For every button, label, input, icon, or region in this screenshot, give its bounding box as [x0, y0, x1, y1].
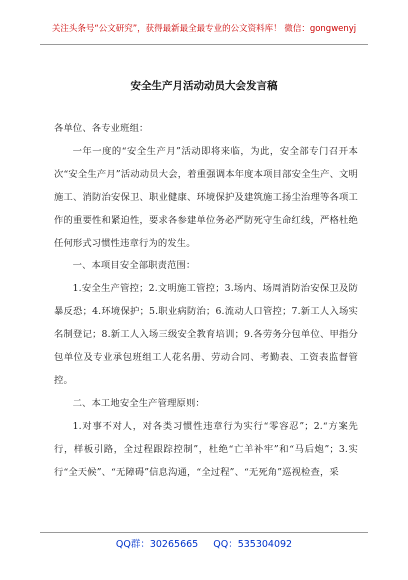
- document-body: [54, 118, 358, 485]
- footer-divider: [40, 532, 368, 533]
- header-divider: [40, 44, 368, 45]
- principles-paragraph: 1.对事不对人，对各类习惯性违章行为实行“零容忍”；2.“方案先行，样板引路，全过程跟踪控制”，杜绝“亡羊补牢”和“马后炮”；3.实行“全天候”、“无障碍”信息沟通，“全过程”、“无死角”巡视检查，采: [54, 420, 358, 478]
- intro-paragraph: 一年一度的“安全生产月”活动即将来临，为此，安全部专门召开本次“安全生产月”活动动员大会，着重强调本年度本项目部安全生产、文明施工、消防治安保卫、职业健康、环境保护及建筑施工扬尘治理等各项工作的重要性和紧迫性，要求各参建单位务必严防死守生命红线，严格杜绝任何形式习惯性违章行为的发生。: [54, 145, 358, 249]
- promo-banner: 关注头条号“公文研究”，获得最新最全最专业的公文资料库！ 微信：gongwenyj: [51, 24, 357, 34]
- section-heading-1: 一、本项目安全部职责范围：: [72, 260, 196, 272]
- contact-footer: [0, 536, 408, 550]
- section-heading-2: 二、本工地安全生产管理原则：: [72, 397, 205, 409]
- qq-number-label: QQ：535304092: [213, 539, 293, 550]
- qq-group-label: QQ群：30265665: [115, 539, 199, 550]
- salutation: 各单位、各专业班组：: [54, 123, 149, 134]
- responsibilities-paragraph: 1.安全生产管控；2.文明施工管控；3.场内、场周消防治安保卫及防暴反恐；4.环境保护；5.职业病防治；6.流动人口管控；7.新工人入场实名制登记；8.新工人入场三级安全教育培训；9.各劳务分包单位、甲指分包单位及专业承包班组工人花名册、劳动合同、考勤表、工资表监督管控。: [54, 283, 358, 386]
- document-title: 安全生产月活动动员大会发言稿: [130, 80, 278, 92]
